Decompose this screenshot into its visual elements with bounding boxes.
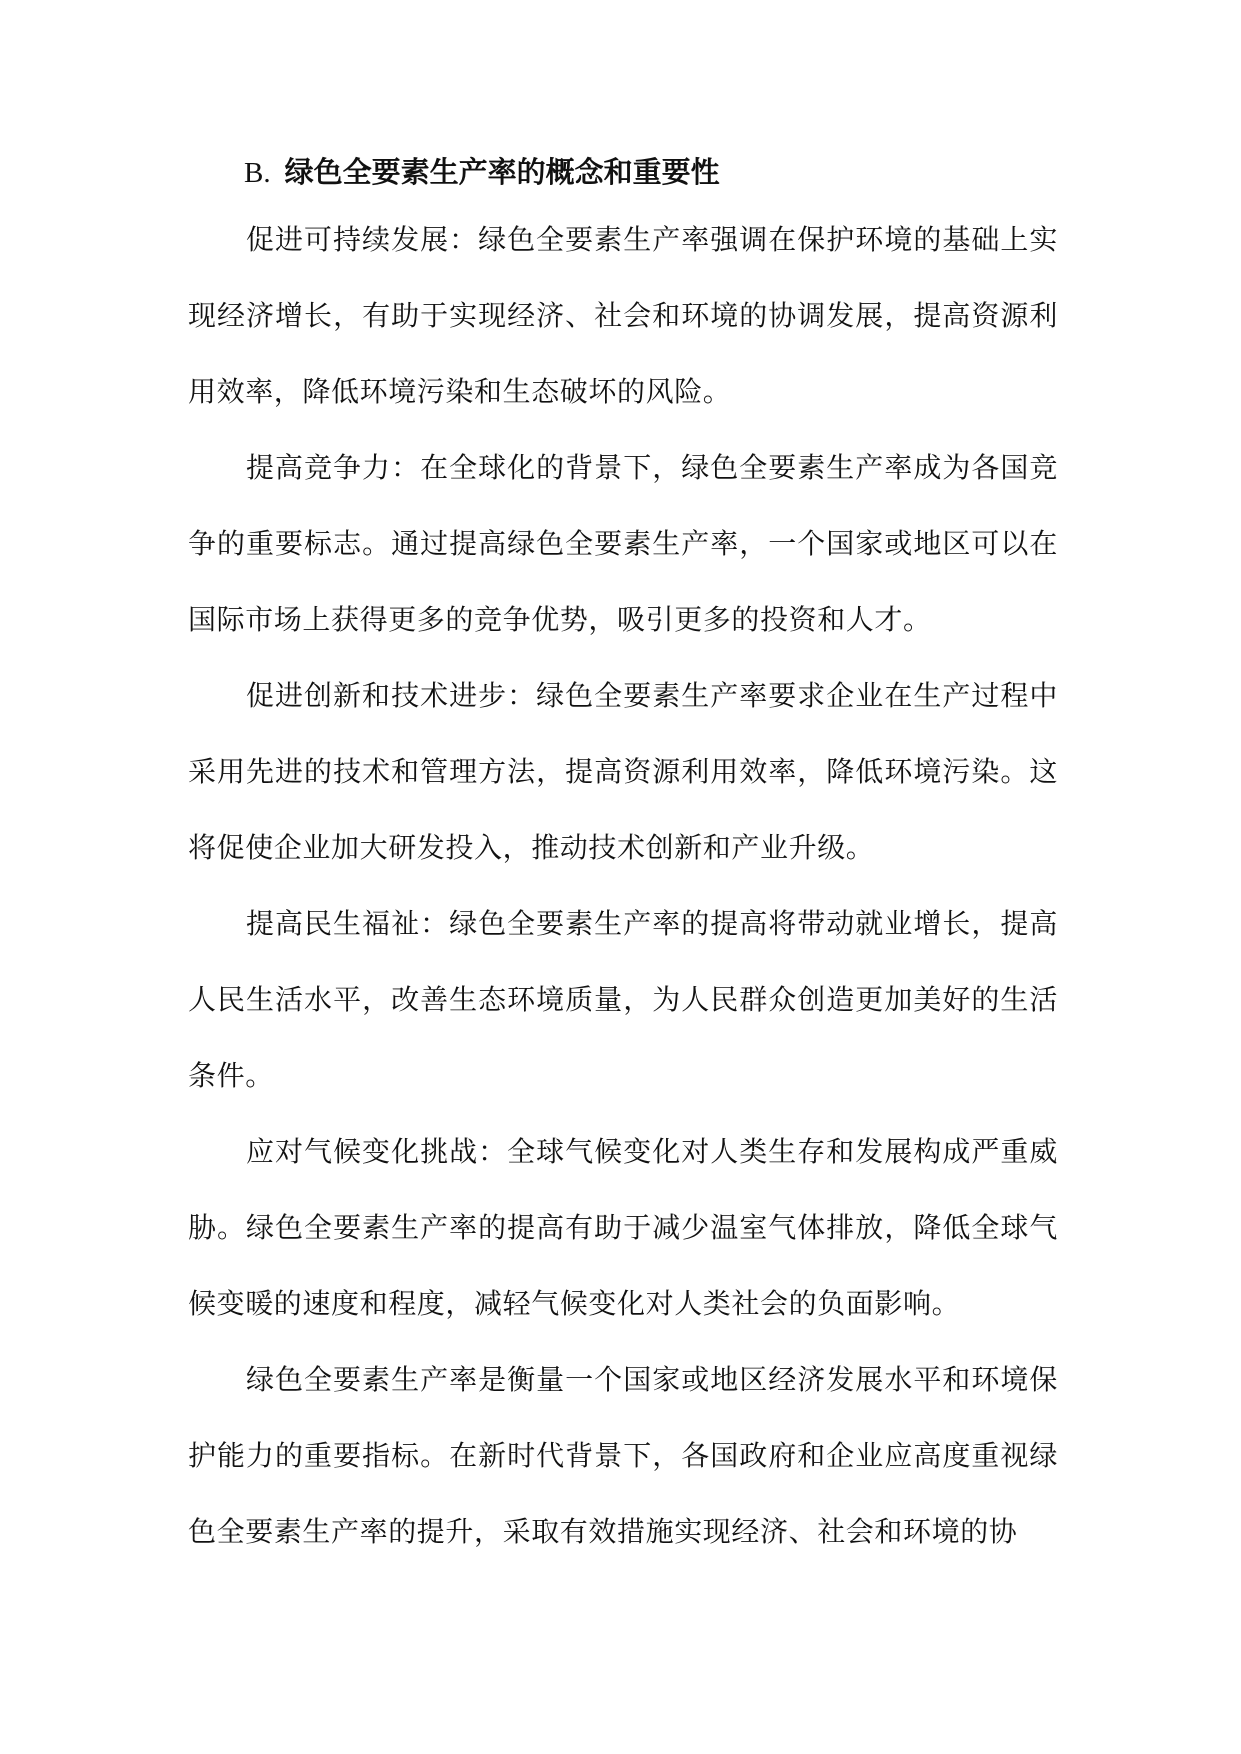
section-heading — [244, 142, 720, 203]
paragraph-climate-change: 应对气候变化挑战：全球气候变化对人类生存和发展构成严重威胁。绿色全要素生产率的提高有助于减少温室气体排放，降低全球气候变暖的速度和程度，减轻气候变化对人类社会的负面影响。 — [188, 1135, 1058, 1320]
paragraph-conclusion: 绿色全要素生产率是衡量一个国家或地区经济发展水平和环境保护能力的重要指标。在新时代背景下，各国政府和企业应高度重视绿色全要素生产率的提升，采取有效措施实现经济、社会和环境的协 — [188, 1363, 1058, 1548]
paragraph-competitiveness: 提高竞争力：在全球化的背景下，绿色全要素生产率成为各国竞争的重要标志。通过提高绿色全要素生产率，一个国家或地区可以在国际市场上获得更多的竞争优势，吸引更多的投资和人才。 — [188, 451, 1058, 636]
section-number: B. — [244, 157, 271, 189]
paragraph-livelihood: 提高民生福祉：绿色全要素生产率的提高将带动就业增长，提高人民生活水平，改善生态环境质量，为人民群众创造更加美好的生活条件。 — [188, 907, 1058, 1092]
paragraph-innovation: 促进创新和技术进步：绿色全要素生产率要求企业在生产过程中采用先进的技术和管理方法，提高资源利用效率，降低环境污染。这将促使企业加大研发投入，推动技术创新和产业升级。 — [188, 679, 1058, 864]
section-title: 绿色全要素生产率的概念和重要性 — [284, 155, 720, 189]
paragraph-sustainable-development: 促进可持续发展：绿色全要素生产率强调在保护环境的基础上实现经济增长，有助于实现经济、社会和环境的协调发展，提高资源利用效率，降低环境污染和生态破坏的风险。 — [188, 223, 1058, 408]
